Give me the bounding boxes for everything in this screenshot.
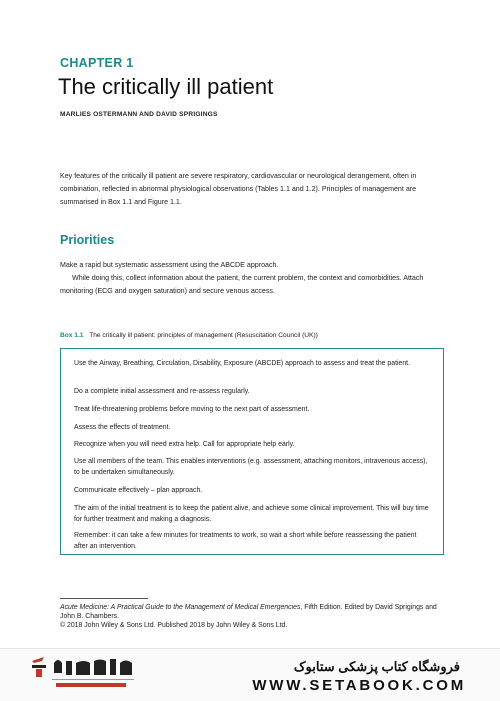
priorities-paragraph-1: Make a rapid but systematic assessment using the ABCDE approach. bbox=[60, 261, 279, 269]
box-caption bbox=[60, 332, 318, 339]
box-item: Communicate effectively – plan approach. bbox=[74, 487, 203, 494]
priorities-text bbox=[60, 259, 450, 298]
chapter-label: CHAPTER 1 bbox=[60, 56, 134, 70]
footer-divider bbox=[60, 598, 148, 599]
box-item: Recognize when you will need extra help. Call for appropriate help early. bbox=[74, 441, 295, 448]
box-item: Treat life-threatening problems before moving to the next part of assessment. bbox=[74, 406, 310, 413]
box-item: Assess the effects of treatment. bbox=[74, 424, 171, 431]
priorities-paragraph-2: While doing this, collect information about the patient, the current problem, the context and comorbidities. Attach monitoring (ECG and oxygen saturation) and secure venous access. bbox=[60, 274, 424, 295]
footer-citation bbox=[60, 603, 450, 630]
box-item: Do a complete initial assessment and re-assess regularly. bbox=[74, 388, 250, 395]
edition-info: , Fifth Edition. Edited by David Sprigings and John B. Chambers. bbox=[60, 604, 437, 620]
priorities-heading: Priorities bbox=[60, 233, 115, 247]
chapter-authors: MARLIES OSTERMANN AND DAVID SPRIGINGS bbox=[60, 111, 218, 118]
box-item: The aim of the initial treatment is to keep the patient alive, and achieve some clinical improvement. This will buy time for further treatment and making a diagnosis. bbox=[74, 505, 429, 523]
box-item: Remember: it can take a few minutes for treatments to work, so wait a short while before reassessing the patient after an intervention. bbox=[74, 532, 417, 550]
store-name: فروشگاه کتاب پزشکی ستابوک bbox=[293, 659, 460, 674]
copyright-text: © 2018 John Wiley & Sons Ltd. Published 2018 by John Wiley & Sons Ltd. bbox=[60, 622, 288, 629]
box-caption-text: The critically ill patient: principles of management (Resuscitation Council (UK)) bbox=[89, 332, 318, 339]
chapter-title: The critically ill patient bbox=[58, 74, 274, 99]
intro-paragraph: Key features of the critically ill patient are severe respiratory, cardiovascular or neurological derangement, often in combination, reflected in abnormal physiological observations (Tables 1.1 and 1.2). Principles of management are summarised in Box 1.1 and Figure 1.1. bbox=[60, 172, 417, 206]
box-item: Use all members of the team. This enables interventions (e.g. assessment, attaching monitors, intravenous access), to be undertaken simultaneously. bbox=[74, 458, 428, 476]
principles-box bbox=[60, 348, 444, 555]
store-banner bbox=[0, 648, 500, 701]
box-number: Box 1.1 bbox=[60, 332, 84, 339]
store-url[interactable]: WWW.SETABOOK.COM bbox=[252, 677, 466, 694]
book-title: Acute Medicine: A Practical Guide to the Management of Medical Emergencies bbox=[60, 604, 301, 611]
setabook-logo-icon bbox=[28, 655, 138, 695]
box-item: Use the Airway, Breathing, Circulation, Disability, Exposure (ABCDE) approach to assess and treat the patient. bbox=[74, 360, 411, 367]
setabook-logo[interactable] bbox=[28, 655, 138, 695]
